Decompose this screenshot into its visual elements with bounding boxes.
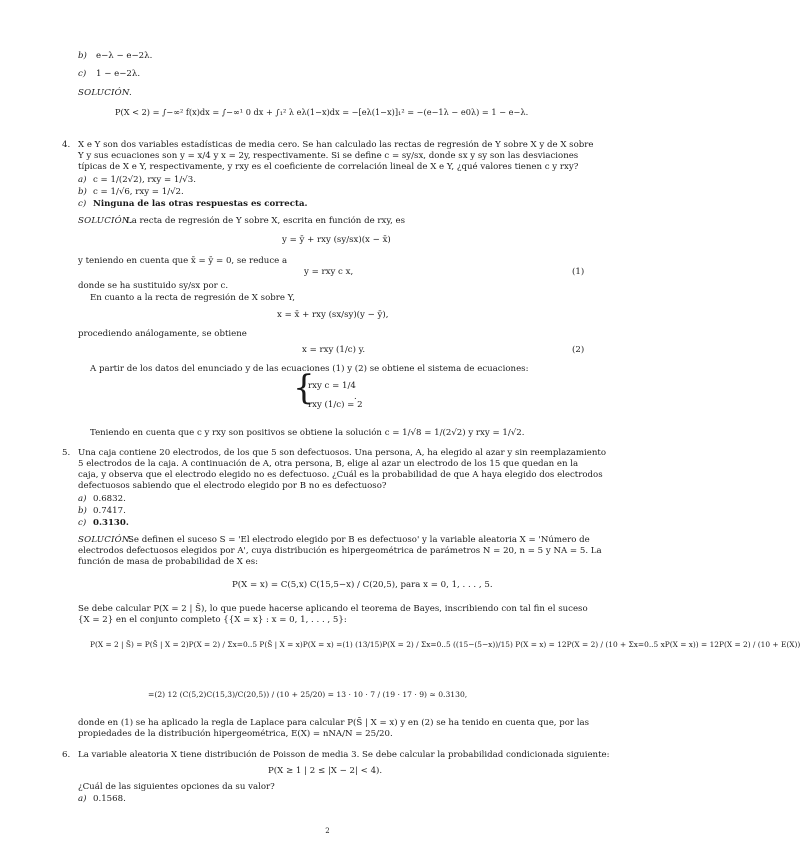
equation: P(X = 2 | S̄) = P(S̄ | X = 2)P(X = 2) / Σx=0..5 P(S̄ | X = x)P(X = x) =(1) (13/15)P(X = 2) / Σx=0..5 ((15−(5−x))/15) P(X = x) = 12P(X = 2) / (10 + Σx=0..5 xP(X = x)) = 12P(X = 2) / (10 + E(X))	[90, 640, 800, 649]
option-text: c = 1/(2√2), rxy = 1/√3.	[93, 175, 196, 185]
problem-text: defectuosos sabiendo que el electrodo elegido por B no es defectuoso?	[78, 481, 387, 491]
option-label: c)	[78, 69, 87, 79]
option-label: c)	[78, 199, 87, 209]
equation: P(X ≥ 1 | 2 ≤ |X − 2| < 4).	[268, 766, 383, 776]
option-label: a)	[78, 794, 87, 804]
solution-text: Se definen el suceso S = 'El electrodo elegido por B es defectuoso' y la variable aleatoria X = 'Número de	[128, 535, 590, 545]
option-text: e−λ − e−2λ.	[96, 51, 153, 61]
correct-option-text: 0.3130.	[93, 518, 129, 528]
solution-label: SOLUCIÓN.	[78, 88, 132, 98]
problem-text: X e Y son dos variables estadísticas de media cero. Se han calculado las rectas de regresión de Y sobre X y de X sobre	[78, 140, 594, 150]
equation: x = rxy (1/c) y.	[302, 345, 366, 355]
solution-text: función de masa de probabilidad de X es:	[78, 557, 258, 567]
solution-text: Teniendo en cuenta que c y rxy son positivos se obtiene la solución c = 1/√8 = 1/(2√2) y rxy = 1/√2.	[90, 428, 525, 438]
system-brace: {	[293, 368, 315, 408]
solution-text: Se debe calcular P(X = 2 | S̄), lo que puede hacerse aplicando el teorema de Bayes, inscribiendo con tal fin el suceso	[78, 604, 588, 614]
problem-text: ¿Cuál de las siguientes opciones da su valor?	[78, 782, 275, 792]
option-label: b)	[78, 506, 87, 516]
option-label: b)	[78, 187, 87, 197]
equation: x = x̄ + rxy (sx/sy)(y − ȳ),	[277, 310, 389, 320]
option-text: 0.7417.	[93, 506, 126, 516]
solution-label: SOLUCIÓN.	[78, 535, 132, 545]
solution-text: propiedades de la distribución hipergeométrica, E(X) = nNA/N = 25/20.	[78, 729, 393, 739]
equation: y = ȳ + rxy (sy/sx)(x − x̄)	[282, 235, 391, 245]
problem-number: 6.	[62, 750, 71, 760]
solution-text: A partir de los datos del enunciado y de las ecuaciones (1) y (2) se obtiene el sistema de ecuaciones:	[90, 364, 529, 374]
option-text: 0.6832.	[93, 494, 126, 504]
equation: y = rxy c x,	[304, 267, 354, 277]
equation: P(X = x) = C(5,x) C(15,5−x) / C(20,5), para x = 0, 1, . . . , 5.	[232, 580, 493, 590]
correct-option-text: Ninguna de las otras respuestas es correcta.	[93, 199, 308, 209]
solution-text: electrodos defectuosos elegidos por A', cuya distribución es hipergeométrica de parámetros N = 20, n = 5 y NA = 5. La	[78, 546, 602, 556]
problem-text: 5 electrodos de la caja. A continuación de A, otra persona, B, elige al azar un electrodo de los 15 que quedan en la	[78, 459, 579, 469]
option-text: 0.1568.	[93, 794, 126, 804]
problem-text: Una caja contiene 20 electrodos, de los que 5 son defectuosos. Una persona, A, ha elegido al azar y sin reemplazamiento	[78, 448, 607, 458]
solution-text: En cuanto a la recta de regresión de X sobre Y,	[90, 293, 295, 303]
equation-tag: (2)	[572, 345, 585, 355]
equation: =(2) 12 (C(5,2)C(15,3)/C(20,5)) / (10 + 25/20) = 13 · 10 · 7 / (19 · 17 · 9) ≃ 0.3130,	[148, 690, 468, 699]
solution-text: donde en (1) se ha aplicado la regla de Laplace para calcular P(S̄ | X = x) y en (2) se ha tenido en cuenta que, por las	[78, 718, 590, 728]
problem-text: caja, y observa que el electrodo elegido no es defectuoso. ¿Cuál es la probabilidad de que A haya elegido dos electrodos	[78, 470, 603, 480]
option-text: c = 1/√6, rxy = 1/√2.	[93, 187, 184, 197]
equation: rxy (1/c) = 2	[308, 400, 363, 410]
equation-tag: (1)	[572, 267, 585, 277]
solution-text: procediendo análogamente, se obtiene	[78, 329, 247, 339]
problem-text: La variable aleatoria X tiene distribución de Poisson de media 3. Se debe calcular la probabilidad condicionada siguiente:	[78, 750, 610, 760]
page-number: 2	[325, 827, 330, 835]
option-label: b)	[78, 51, 87, 61]
solution-text: {X = 2} en el conjunto completo {{X = x} : x = 0, 1, . . . , 5}:	[78, 615, 347, 625]
option-label: a)	[78, 175, 87, 185]
problem-number: 4.	[62, 140, 71, 150]
equation: P(X < 2) = ∫−∞² f(x)dx = ∫−∞¹ 0 dx + ∫₁² λ eλ(1−x)dx = −[eλ(1−x)]₁² = −(e−1λ − e0λ) = 1 − e−λ.	[115, 107, 529, 117]
solution-text: y teniendo en cuenta que x̄ = ȳ = 0, se reduce a	[78, 256, 288, 266]
solution-label: SOLUCIÓN.	[78, 216, 132, 226]
problem-text: Y y sus ecuaciones son y = x/4 y x = 2y, respectivamente. Si se define c = sy/sx, donde sx y sy son las desviaciones	[78, 151, 579, 161]
option-text: 1 − e−2λ.	[96, 69, 141, 79]
option-label: a)	[78, 494, 87, 504]
solution-text: donde se ha sustituido sy/sx por c.	[78, 281, 229, 291]
equation: rxy c = 1/4	[308, 381, 356, 391]
problem-text: típicas de X e Y, respectivamente, y rxy es el coeficiente de correlación lineal de X e Y, ¿qué valores tienen c y rxy?	[78, 162, 579, 172]
solution-text: La recta de regresión de Y sobre X, escrita en función de rxy, es	[126, 216, 406, 226]
equation-dot: .	[354, 392, 357, 402]
option-label: c)	[78, 518, 87, 528]
problem-number: 5.	[62, 448, 71, 458]
